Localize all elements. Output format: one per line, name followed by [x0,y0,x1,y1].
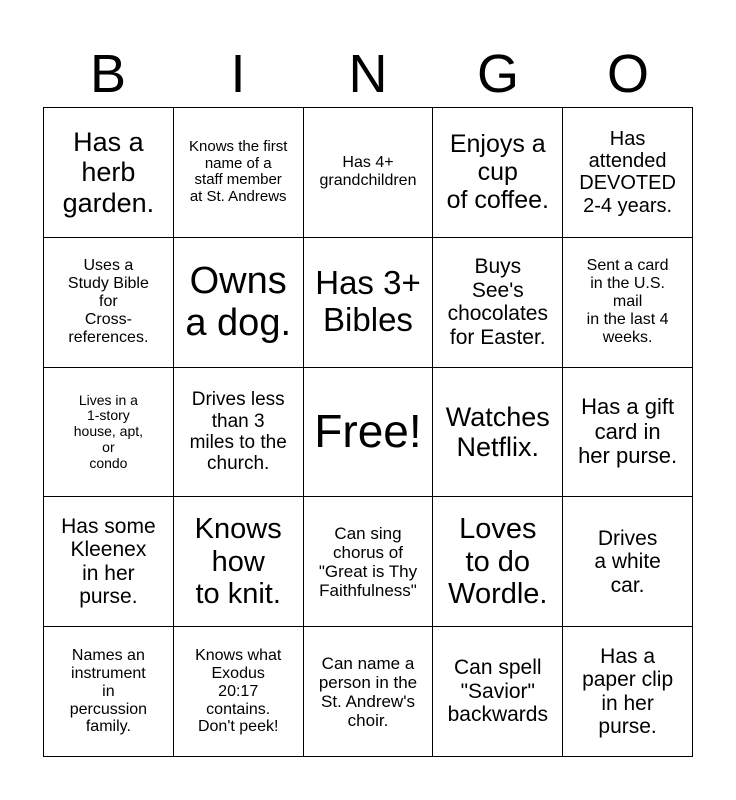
bingo-cell [304,627,434,757]
bingo-cell-text: Sent a card in the U.S. mail in the last 4 weeks. [586,257,669,347]
bingo-cell [563,627,693,757]
bingo-cell-text: Can spell "Savior" backwards [447,656,548,727]
header-letter-g: G [476,44,519,104]
bingo-cell-text: Names an instrument in percussion family. [69,646,148,736]
bingo-cell-text: Watches Netflix. [445,401,550,462]
bingo-cell-text: Loves to do Wordle. [448,513,548,611]
bingo-cell-text: Can sing chorus of "Great is Thy Faithfulness" [318,523,418,600]
bingo-cell [304,238,434,368]
bingo-cell [174,497,304,627]
bingo-cell-text: Has a herb garden. [62,127,155,218]
bingo-cell [304,108,434,238]
bingo-cell-text: Has attended DEVOTED 2-4 years. [579,127,676,217]
bingo-cell-text: Has 4+ grandchildren [319,154,417,190]
bingo-cell [563,238,693,368]
bingo-cell [433,368,563,498]
bingo-cell [304,368,434,498]
bingo-cell [44,497,174,627]
bingo-cell [433,627,563,757]
bingo-cell [433,238,563,368]
bingo-cell [174,627,304,757]
bingo-grid [43,107,693,757]
bingo-cell [433,497,563,627]
bingo-cell-text: Drives less than 3 miles to the church. [189,389,287,475]
bingo-cell-text: Lives in a 1-story house, apt, or condo [73,391,144,471]
bingo-cell-text: Can name a person in the St. Andrew's choir. [318,653,418,730]
header-letter-n: N [348,44,388,104]
bingo-cell [174,368,304,498]
bingo-cell [44,238,174,368]
bingo-cell-text: Has a gift card in her purse. [578,394,678,469]
bingo-cell [44,368,174,498]
bingo-cell-text: Knows what Exodus 20:17 contains. Don't peek! [195,646,282,736]
bingo-cell-text: Knows how to knit. [194,513,282,611]
bingo-cell-text: Has some Kleenex in her purse. [61,514,156,609]
bingo-cell [44,108,174,238]
bingo-cell-text: Free! [314,405,422,458]
bingo-cell-text: Knows the first name of a staff member at St. Andrews [189,137,288,206]
bingo-cell-text: Buys See's chocolates for Easter. [447,255,548,349]
bingo-cell [563,497,693,627]
header-letter-o: O [606,44,649,104]
bingo-cell [44,627,174,757]
bingo-cell [563,108,693,238]
bingo-cell-text: Enjoys a cup of coffee. [446,130,549,215]
header-letter-b: B [89,44,127,104]
bingo-cell [304,497,434,627]
bingo-header [43,40,693,108]
header-letter-i: I [230,44,246,104]
bingo-cell-text: Owns a dog. [185,259,292,345]
bingo-cell [563,368,693,498]
bingo-cell-text: Has 3+ Bibles [315,264,421,339]
bingo-cell [433,108,563,238]
bingo-cell-text: Drives a white car. [594,526,661,597]
bingo-cell [174,238,304,368]
bingo-cell-text: Uses a Study Bible for Cross- references. [67,257,149,347]
bingo-cell-text: Has a paper clip in her purse. [582,644,674,739]
bingo-cell [174,108,304,238]
